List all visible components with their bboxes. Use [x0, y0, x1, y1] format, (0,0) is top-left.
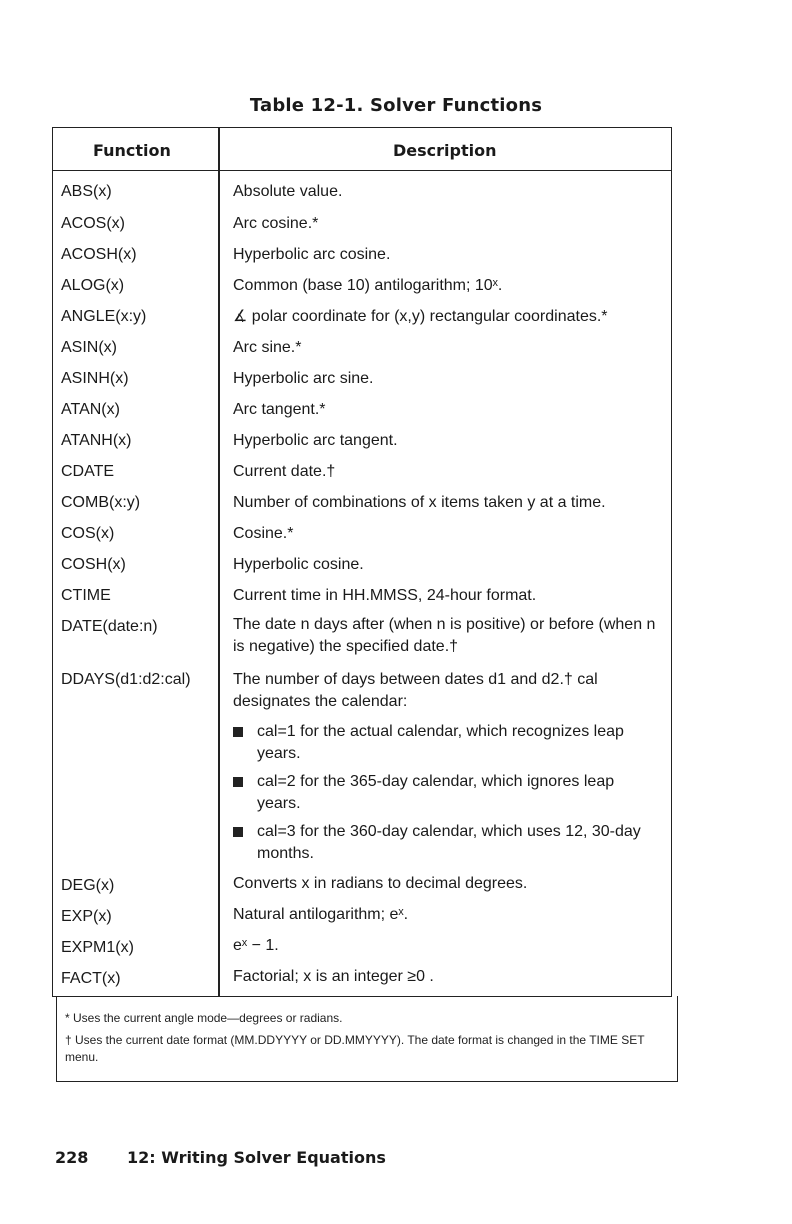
- bullet-text: cal=1 for the actual calendar, which recognizes leap years.: [257, 723, 624, 762]
- row-description: Hyperbolic arc tangent.: [233, 432, 398, 449]
- table-row: ACOSH(x): [61, 246, 137, 263]
- chapter-title: 12: Writing Solver Equations: [127, 1148, 386, 1167]
- table-row: COSH(x): [61, 556, 126, 573]
- page-footer: [55, 1148, 386, 1167]
- table-row: ASINH(x): [61, 370, 129, 387]
- footnote-date-format: † Uses the current date format (MM.DDYYYY or DD.MMYYYY). The date format is changed in the TIME SET menu.: [65, 1033, 645, 1064]
- bullet-text: cal=3 for the 360-day calendar, which uses 12, 30-day months.: [257, 823, 641, 862]
- bullet-text: cal=2 for the 365-day calendar, which ignores leap years.: [257, 773, 615, 812]
- table-row: ACOS(x): [61, 215, 125, 232]
- row-description: Arc cosine.*: [233, 215, 319, 232]
- table-row: COS(x): [61, 525, 115, 542]
- list-item: [233, 771, 653, 815]
- table-row: ANGLE(x:y): [61, 308, 147, 325]
- row-description: The date n days after (when n is positive) or before (when n is negative) the specified date.†: [233, 616, 656, 655]
- table-row: FACT(x): [61, 970, 121, 987]
- table-row: EXPM1(x): [61, 939, 134, 956]
- square-bullet-icon: [233, 727, 243, 737]
- table-row: ASIN(x): [61, 339, 117, 356]
- row-description: ∡ polar coordinate for (x,y) rectangular coordinates.*: [233, 308, 608, 325]
- row-description: Current date.†: [233, 463, 336, 480]
- table-row: ATANH(x): [61, 432, 132, 449]
- row-description: Cosine.*: [233, 525, 294, 542]
- list-item: [233, 821, 653, 865]
- table-row: CTIME: [61, 587, 111, 604]
- table-title: Table 12-1. Solver Functions: [249, 95, 543, 116]
- table-row: CDATE: [61, 463, 115, 480]
- row-description: The number of days between dates d1 and d2.† cal designates the calendar:: [233, 671, 598, 710]
- row-description: Factorial; x is an integer ≥0 .: [233, 968, 434, 985]
- header-function: Function: [93, 141, 171, 160]
- header-description: Description: [393, 141, 497, 160]
- footnote-angle-mode: * Uses the current angle mode—degrees or radians.: [65, 1011, 343, 1025]
- list-item: [233, 721, 653, 765]
- table-row: COMB(x:y): [61, 494, 141, 511]
- row-description: Common (base 10) antilogarithm; 10ˣ.: [233, 277, 503, 294]
- table-row: DATE(date:n): [61, 618, 158, 635]
- row-description: Number of combinations of x items taken y at a time.: [233, 494, 606, 511]
- table-row: ATAN(x): [61, 401, 120, 418]
- page-number: 228: [55, 1148, 89, 1167]
- row-description: Hyperbolic arc sine.: [233, 370, 374, 387]
- row-description: Absolute value.: [233, 183, 343, 200]
- solver-functions-table: [52, 127, 672, 997]
- square-bullet-icon: [233, 827, 243, 837]
- column-divider: [218, 128, 220, 996]
- row-description: eˣ − 1.: [233, 937, 279, 954]
- row-description: Hyperbolic cosine.: [233, 556, 364, 573]
- table-row: DDAYS(d1:d2:cal): [61, 671, 191, 688]
- row-description: Current time in HH.MMSS, 24-hour format.: [233, 587, 537, 604]
- row-description: Converts x in radians to decimal degrees.: [233, 875, 528, 892]
- row-description: Natural antilogarithm; eˣ.: [233, 906, 409, 923]
- table-row: ALOG(x): [61, 277, 125, 294]
- table-row: ABS(x): [61, 183, 112, 200]
- row-description: Arc tangent.*: [233, 401, 326, 418]
- table-row: DEG(x): [61, 877, 115, 894]
- row-description: Arc sine.*: [233, 339, 302, 356]
- table-row: EXP(x): [61, 908, 112, 925]
- table-header: [53, 128, 671, 171]
- row-description: Hyperbolic arc cosine.: [233, 246, 391, 263]
- footnotes: [56, 996, 678, 1082]
- square-bullet-icon: [233, 777, 243, 787]
